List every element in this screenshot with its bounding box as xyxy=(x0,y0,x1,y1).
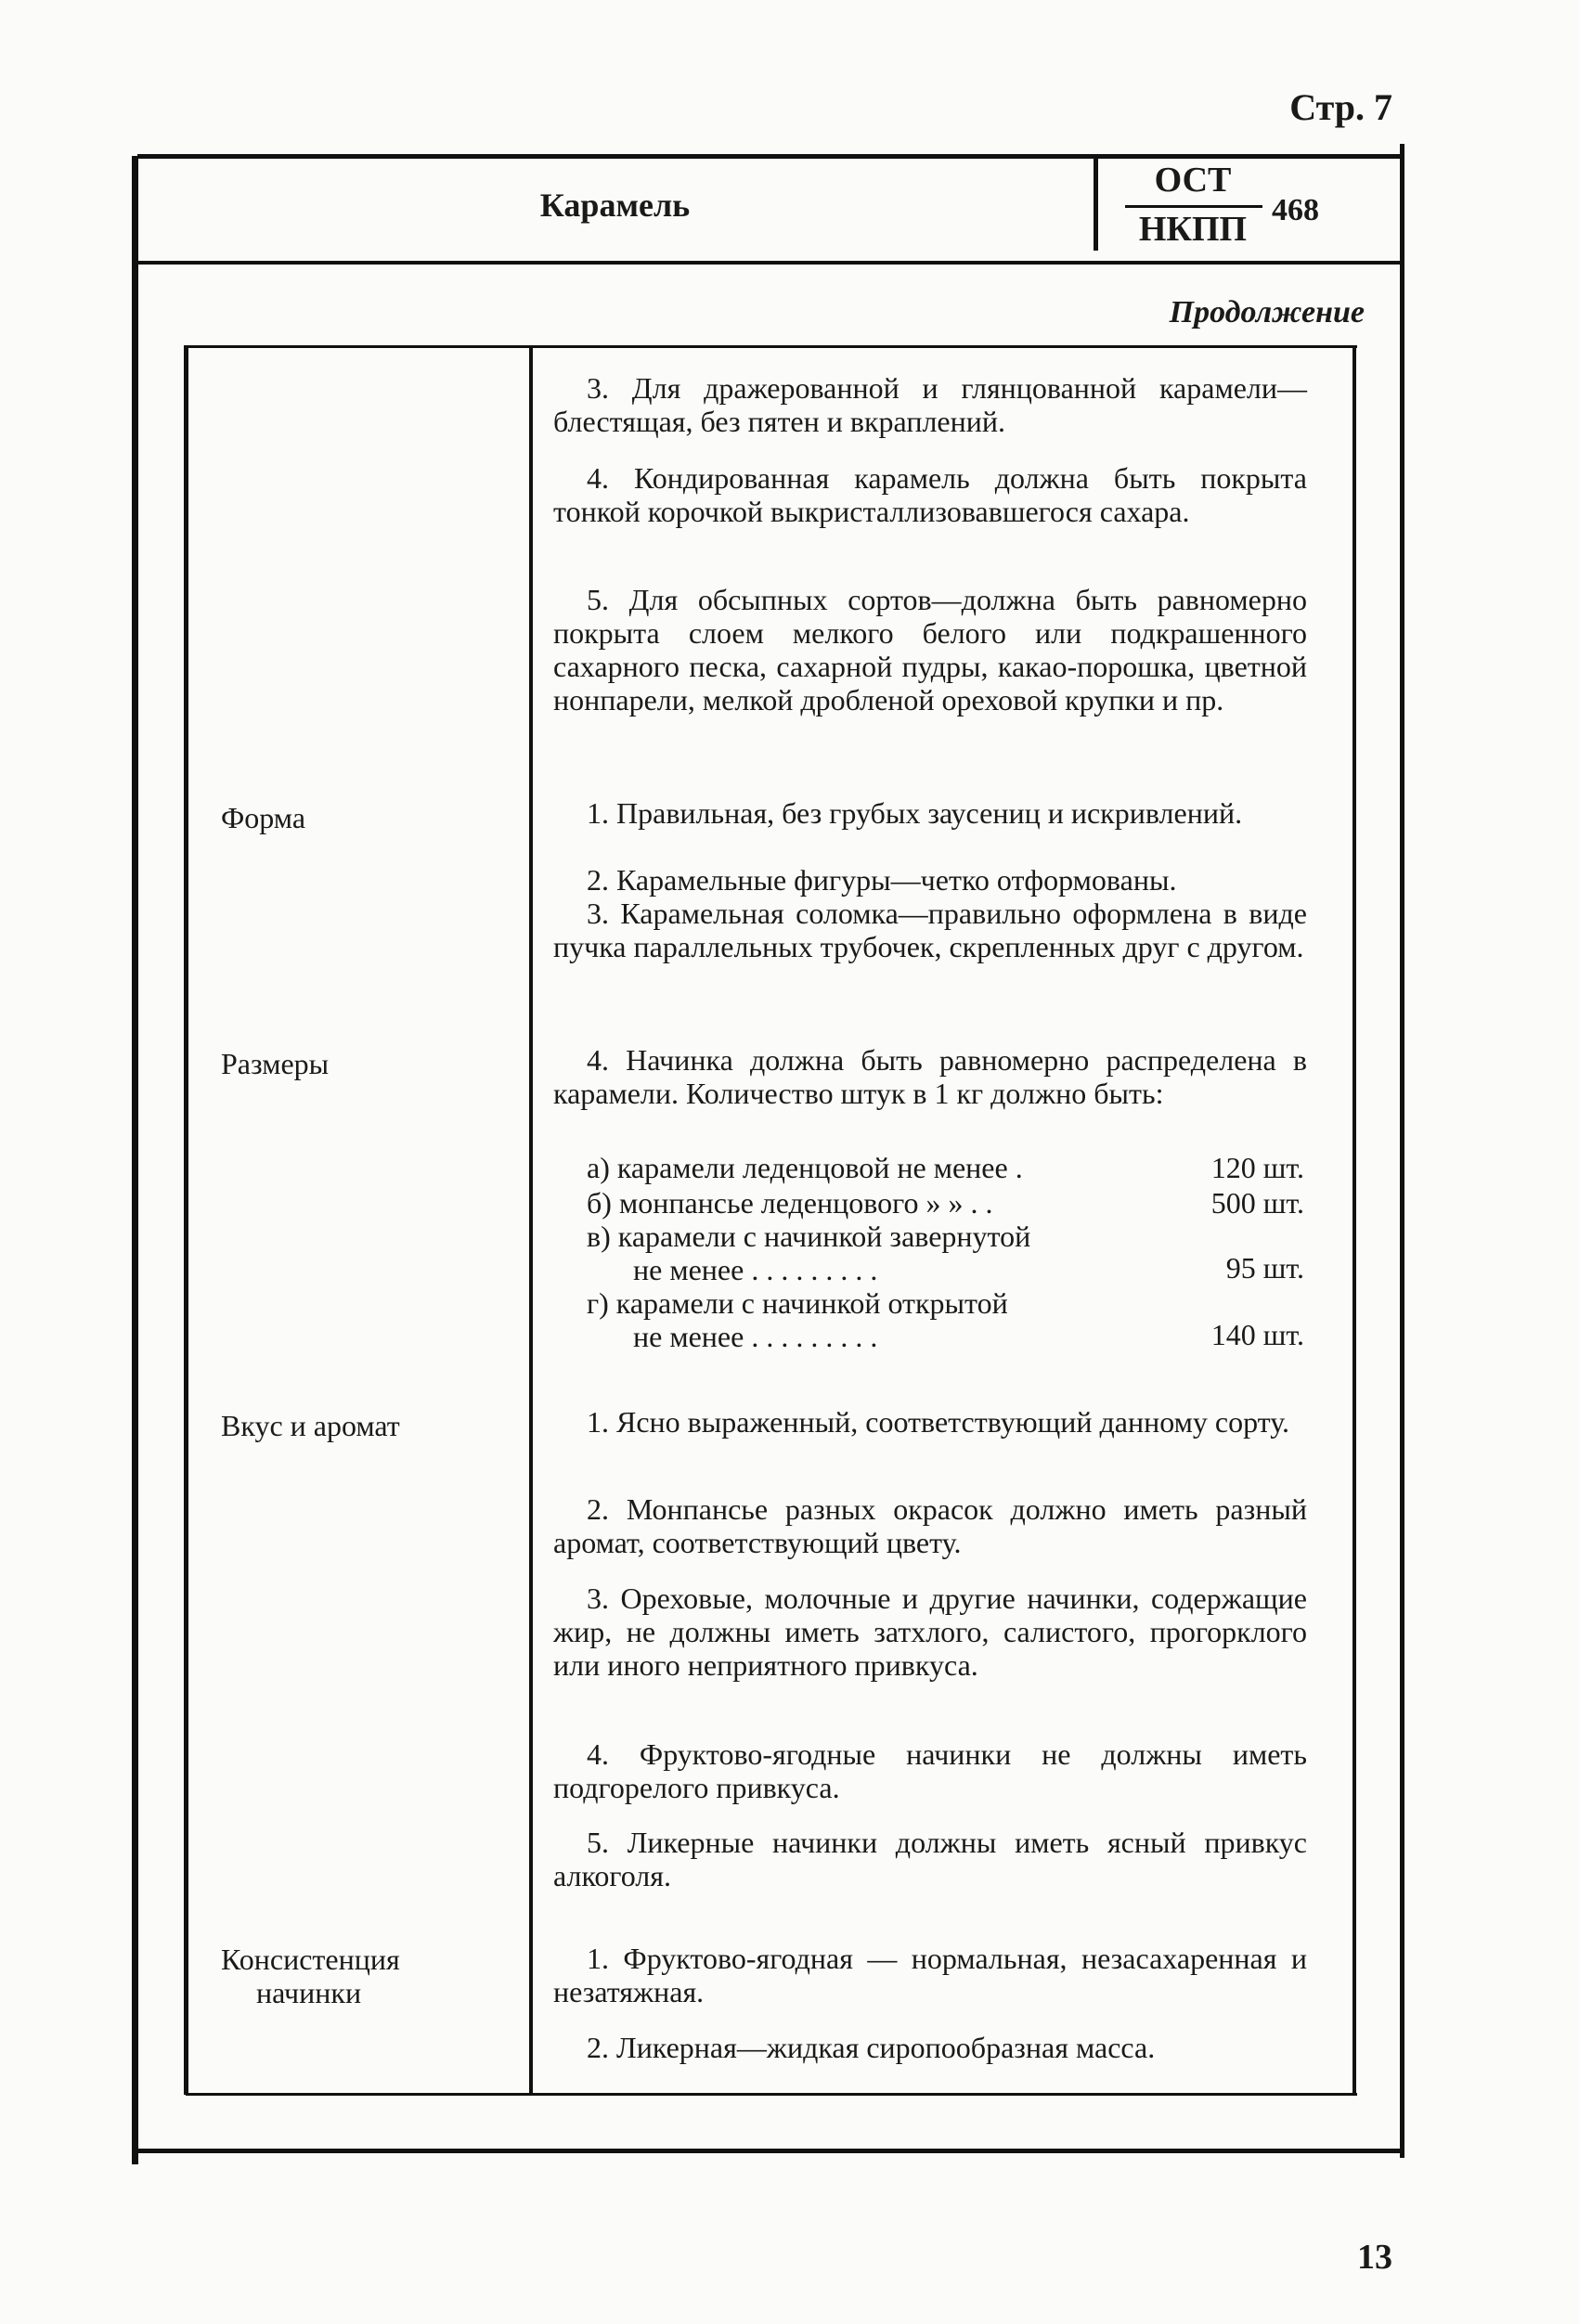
norm-label: б) монпансье леденцового » » . . xyxy=(587,1186,993,1220)
table-bottom-rule xyxy=(186,2093,1357,2096)
paragraph: 5. Для обсыпных сортов—должна быть равномерно покрыта слоем мелкого белого или подкрашенного сахарного песка, сахарной пудры, какао-порошка, цветной нонпарели, мелкой дробленой ореховой крупки и пр. xyxy=(553,583,1307,717)
norm-value: 140 шт. xyxy=(1210,1318,1304,1351)
table-left-border xyxy=(184,345,188,2095)
norm-label: а) карамели леденцовой не менее . xyxy=(587,1151,1023,1184)
paragraph: 4. Начинка должна быть равномерно распределена в карамели. Количество штук в 1 кг должно быть: xyxy=(553,1043,1307,1110)
paragraph: 1. Фруктово-ягодная — нормальная, незасахаренная и незатяжная. xyxy=(553,1942,1307,2008)
norm-label: в) карамели с начинкой завернутой xyxy=(587,1220,1031,1253)
norm-value: 500 шт. xyxy=(1210,1186,1304,1220)
table-right-border xyxy=(1353,345,1356,2095)
term-shape: Форма xyxy=(221,801,306,834)
table-top-rule xyxy=(186,345,1357,348)
frame-left-border xyxy=(132,156,138,2164)
paragraph: 3. Карамельная соломка—правильно оформлена в виде пучка параллельных трубочек, скрепленных друг с другом. xyxy=(553,897,1307,963)
term-taste-aroma: Вкус и аромат xyxy=(221,1409,400,1442)
paragraph: 1. Правильная, без грубых заусениц и искривлений. xyxy=(587,796,1243,830)
header-separator xyxy=(1094,158,1098,251)
continued-label: Продолжение xyxy=(1169,295,1365,329)
table-column-divider xyxy=(529,345,533,2095)
norm-label-continued: не менее . . . . . . . . . xyxy=(633,1320,878,1353)
norm-value: 120 шт. xyxy=(1210,1151,1304,1184)
paragraph: 4. Фруктово-ягодные начинки не должны иметь подгорелого привкуса. xyxy=(553,1737,1307,1804)
standard-code-bottom: НКПП xyxy=(1138,210,1248,249)
paragraph: 1. Ясно выраженный, соответствующий данному сорту. xyxy=(587,1405,1290,1439)
paragraph: 2. Карамельные фигуры—четко отформованы. xyxy=(587,863,1177,897)
frame-right-border xyxy=(1400,144,1404,2158)
paragraph: 3. Для дражерованной и глянцованной карамели—блестящая, без пятен и вкраплений. xyxy=(553,371,1307,438)
standard-fraction-bar xyxy=(1125,205,1262,208)
page-number: 13 xyxy=(1357,2238,1392,2277)
paragraph: 5. Ликерные начинки должны иметь ясный привкус алкоголя. xyxy=(553,1826,1307,1892)
norm-label-continued: не менее . . . . . . . . . xyxy=(633,1253,878,1286)
paragraph: 3. Ореховые, молочные и другие начинки, содержащие жир, не должны иметь затхлого, салистого, прогорклого или иного неприятного привкуса. xyxy=(553,1582,1307,1682)
paragraph: 2. Монпансье разных окрасок должно иметь разный аромат, соответствующий цвету. xyxy=(553,1492,1307,1559)
term-sizes: Размеры xyxy=(221,1047,330,1080)
page-label: Стр. 7 xyxy=(1289,86,1392,128)
frame-top-border xyxy=(137,154,1403,159)
header-bottom-rule xyxy=(137,261,1403,265)
norm-value: 95 шт. xyxy=(1225,1251,1304,1285)
paragraph: 2. Ликерная—жидкая сиропообразная масса. xyxy=(587,2031,1156,2064)
term-filling-consistency: Консистенция xyxy=(221,1943,400,1976)
frame-bottom-border xyxy=(137,2149,1403,2153)
document-title: Карамель xyxy=(539,187,691,224)
standard-number: 468 xyxy=(1272,193,1319,227)
term-filling-consistency-line2: начинки xyxy=(256,1976,362,2009)
standard-code-top: ОСТ xyxy=(1154,161,1232,200)
norm-label: г) карамели с начинкой открытой xyxy=(587,1286,1008,1320)
paragraph: 4. Кондированная карамель должна быть покрыта тонкой корочкой выкристаллизовавшегося сахара. xyxy=(553,461,1307,528)
